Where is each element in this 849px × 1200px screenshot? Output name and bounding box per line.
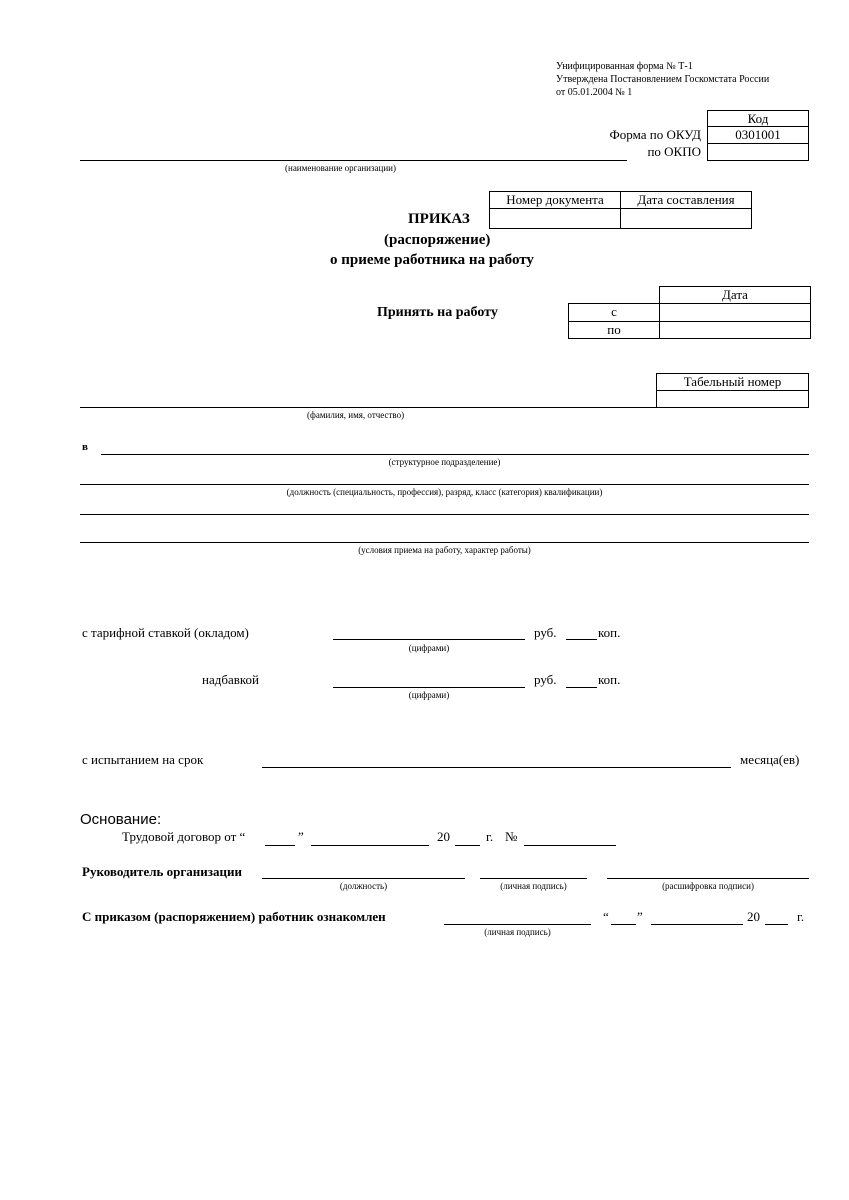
form-header-line2: Утверждена Постановлением Госкомстата России — [556, 74, 770, 85]
tariff-rub-label: руб. — [534, 625, 557, 640]
ack-day-line[interactable] — [611, 924, 636, 925]
v-label: в — [82, 441, 88, 453]
hire-from-label: с — [568, 303, 660, 322]
probation-unit: месяца(ев) — [740, 752, 800, 767]
tabel-header: Табельный номер — [656, 373, 809, 391]
doc-number-value[interactable] — [489, 208, 621, 229]
ack-signature-line[interactable] — [444, 924, 591, 925]
contract-month-line[interactable] — [311, 845, 429, 846]
hire-date-header: Дата — [659, 286, 811, 304]
bonus-kop-line[interactable] — [566, 687, 597, 688]
org-name-line[interactable] — [80, 160, 627, 161]
hire-label: Принять на работу — [377, 305, 498, 320]
hire-to-label: по — [568, 321, 660, 339]
probation-line[interactable] — [262, 767, 731, 768]
contract-number-line[interactable] — [524, 845, 616, 846]
ack-year-line[interactable] — [765, 924, 788, 925]
hire-to-value[interactable] — [659, 321, 811, 339]
bonus-rub-label: руб. — [534, 672, 557, 687]
okud-label: Форма по ОКУД — [609, 127, 701, 142]
head-label: Руководитель организации — [82, 864, 242, 879]
contract-quote-close: ” — [298, 829, 304, 844]
position-line[interactable] — [80, 484, 809, 485]
head-decoding-line[interactable] — [607, 878, 809, 879]
tariff-kop-label: коп. — [598, 625, 621, 640]
position-caption: (должность (специальность, профессия), разряд, класс (категория) квалификации) — [286, 487, 603, 497]
contract-number-sign: № — [505, 829, 518, 844]
ack-quote-open: “ — [603, 909, 609, 924]
title-main: ПРИКАЗ — [408, 211, 470, 227]
conditions-line-2[interactable] — [80, 542, 809, 543]
tariff-digits-caption: (цифрами) — [408, 643, 450, 653]
tariff-rub-line[interactable] — [333, 639, 525, 640]
doc-date-value[interactable] — [620, 208, 752, 229]
department-caption: (структурное подразделение) — [388, 457, 501, 467]
bonus-kop-label: коп. — [598, 672, 621, 687]
fio-line[interactable] — [80, 407, 657, 408]
title-subject: о приеме работника на работу — [330, 252, 534, 268]
head-position-caption: (должность) — [339, 881, 388, 891]
contract-day-line[interactable] — [265, 845, 295, 846]
doc-number-header: Номер документа — [489, 191, 621, 209]
conditions-line-1[interactable] — [80, 514, 809, 515]
form-header — [556, 60, 769, 99]
basis-label: Основание: — [80, 811, 162, 828]
contract-year-suffix: г. — [486, 829, 494, 844]
title-sub: (распоряжение) — [384, 232, 491, 248]
head-signature-line[interactable] — [480, 878, 587, 879]
fio-caption: (фамилия, имя, отчество) — [307, 410, 405, 420]
head-signature-caption: (личная подпись) — [500, 881, 567, 891]
hire-from-value[interactable] — [659, 303, 811, 322]
ack-year-suffix: г. — [797, 909, 805, 924]
head-position-line[interactable] — [262, 878, 465, 879]
form-header-line1: Унифицированная форма № Т-1 — [556, 61, 693, 72]
contract-prefix: Трудовой договор от “ — [122, 829, 246, 844]
ack-month-line[interactable] — [651, 924, 743, 925]
kod-header: Код — [707, 110, 809, 127]
form-header-line3: от 05.01.2004 № 1 — [556, 87, 633, 98]
bonus-rub-line[interactable] — [333, 687, 525, 688]
ack-signature-caption: (личная подпись) — [484, 927, 551, 937]
tariff-kop-line[interactable] — [566, 639, 597, 640]
head-decoding-caption: (расшифровка подписи) — [662, 881, 754, 891]
tabel-value[interactable] — [656, 390, 809, 408]
okpo-label: по ОКПО — [647, 144, 701, 159]
conditions-caption: (условия приема на работу, характер работы) — [358, 545, 531, 555]
org-name-caption: (наименование организации) — [285, 163, 396, 173]
tariff-label: с тарифной ставкой (окладом) — [82, 625, 249, 640]
doc-date-header: Дата составления — [620, 191, 752, 209]
ack-year-prefix: 20 — [747, 909, 760, 924]
bonus-digits-caption: (цифрами) — [408, 690, 450, 700]
department-line[interactable] — [101, 454, 809, 455]
ack-quote-close: ” — [637, 909, 643, 924]
okpo-value[interactable] — [707, 143, 809, 161]
probation-label: с испытанием на срок — [82, 752, 204, 767]
contract-year-prefix: 20 — [437, 829, 450, 844]
okud-value: 0301001 — [707, 126, 809, 144]
ack-label: С приказом (распоряжением) работник ознакомлен — [82, 909, 386, 924]
bonus-label: надбавкой — [202, 672, 259, 687]
contract-year-line[interactable] — [455, 845, 480, 846]
